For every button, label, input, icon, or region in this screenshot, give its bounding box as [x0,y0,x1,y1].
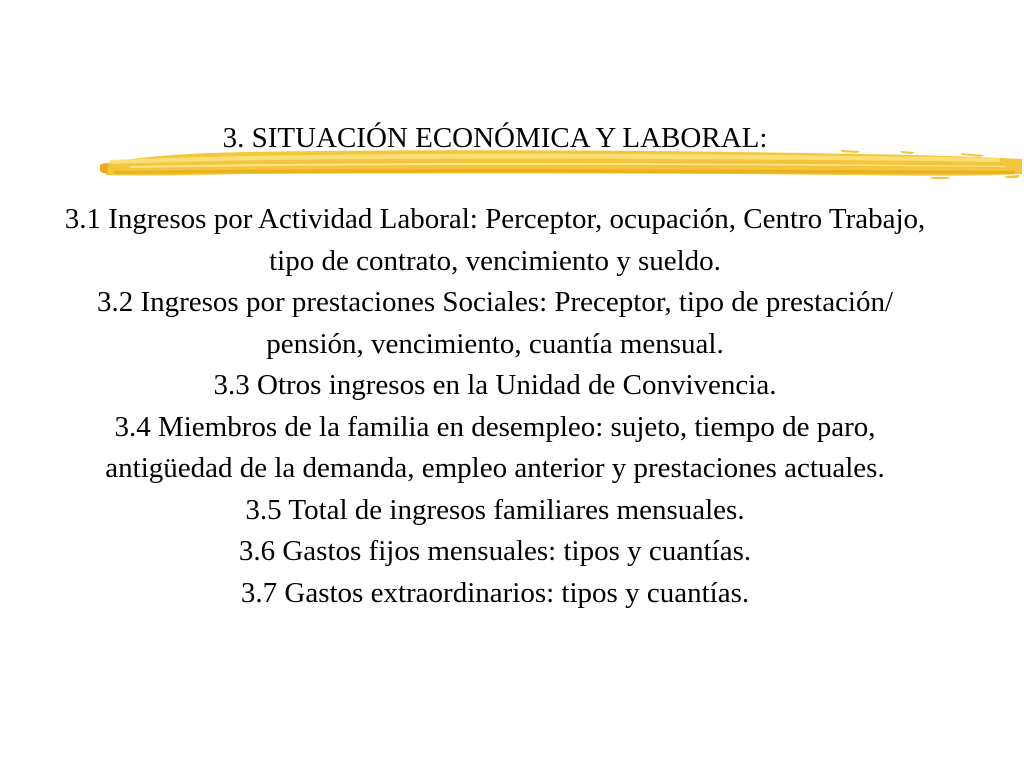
list-item: 3.5 Total de ingresos familiares mensuales. [245,493,745,526]
list-item: 3.7 Gastos extraordinarios: tipos y cuantías. [240,576,750,609]
list-item: 3.2 Ingresos por prestaciones Sociales: Preceptor, tipo de prestación/ pensión, vencimiento, cuantía mensual. [96,286,894,360]
slide-title: 3. SITUACIÓN ECONÓMICA Y LABORAL: [222,122,768,154]
list-item: 3.4 Miembros de la familia en desempleo: sujeto, tiempo de paro, antigüedad de la demanda, empleo anterior y prestaciones actuales. [105,410,885,484]
list-item: 3.1 Ingresos por Actividad Laboral: Perceptor, ocupación, Centro Trabajo, tipo de contrato, vencimiento y sueldo. [64,203,926,277]
list-item: 3.3 Otros ingresos en la Unidad de Convivencia. [213,369,777,401]
list-item: 3.6 Gastos fijos mensuales: tipos y cuantías. [238,535,752,567]
content-list [60,199,930,614]
